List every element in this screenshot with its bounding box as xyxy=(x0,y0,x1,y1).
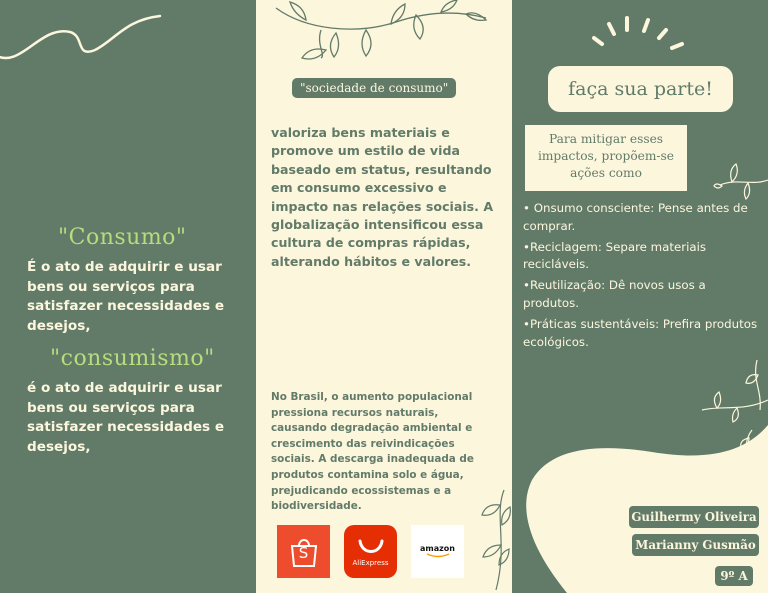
shopee-logo xyxy=(277,525,330,578)
consumismo-heading: "consumismo" xyxy=(50,346,215,371)
aliexpress-label: AliExpress xyxy=(352,558,389,567)
cream-wave-shape xyxy=(512,350,768,593)
consumo-definition: É o ato de adquirir e usar bens ou serviços para satisfazer necessidades e desejos, xyxy=(27,259,225,334)
sociedade-paragraph: valoriza bens materiais e promove um estilo de vida baseado em status, resultando em consumo excessivo e impacto nas relações sociais. A globalização intensificou essa cultura de compras rápidas, alterando hábitos e valores. xyxy=(271,125,494,269)
author-name-1: Guilhermy Oliveira xyxy=(629,506,759,528)
vine-decoration-bottom xyxy=(474,485,512,593)
amazon-logo xyxy=(411,525,464,578)
amazon-label: amazon xyxy=(420,544,455,553)
amazon-smile-icon xyxy=(425,553,451,559)
consumo-heading: "Consumo" xyxy=(58,225,187,250)
vine-decoration-right xyxy=(712,150,768,200)
mitigation-box: Para mitigar esses impactos, propõem-se ações como xyxy=(525,125,687,191)
class-label: 9º A xyxy=(715,566,753,586)
author-name-2: Marianny Gusmão xyxy=(632,534,759,556)
vine-decoration-top xyxy=(266,0,496,62)
aliexpress-logo xyxy=(344,525,397,578)
consumismo-definition: é o ato de adquirir e usar bens ou serviços para satisfazer necessidades e desejos, xyxy=(27,380,225,455)
shopee-letter: S xyxy=(298,544,309,562)
call-to-action-badge: faça sua parte! xyxy=(548,66,733,112)
right-panel xyxy=(512,0,768,593)
list-item: •Reutilização: Dê novos usos a produtos. xyxy=(523,278,706,310)
sociedade-title: "sociedade de consumo" xyxy=(292,78,456,98)
list-item: •Reciclagem: Separe materiais recicláveis. xyxy=(523,239,707,272)
middle-panel xyxy=(256,0,512,593)
left-panel xyxy=(0,0,256,593)
brasil-paragraph: No Brasil, o aumento populacional pressiona recursos naturais, causando degradação ambiental e crescimento das reivindicações sociais. A descarga inadequada de produtos contamina solo e água, prejudicando ecossistemas e a biodiversidade. xyxy=(271,391,474,513)
smile-bag-icon xyxy=(356,537,386,557)
actions-list xyxy=(523,200,759,351)
list-item: • Onsumo consciente: Pense antes de comprar. xyxy=(523,201,748,233)
sunburst-decoration xyxy=(582,10,702,58)
squiggle-decoration xyxy=(0,0,256,80)
list-item: •Práticas sustentáveis: Prefira produtos ecológicos. xyxy=(523,316,758,349)
